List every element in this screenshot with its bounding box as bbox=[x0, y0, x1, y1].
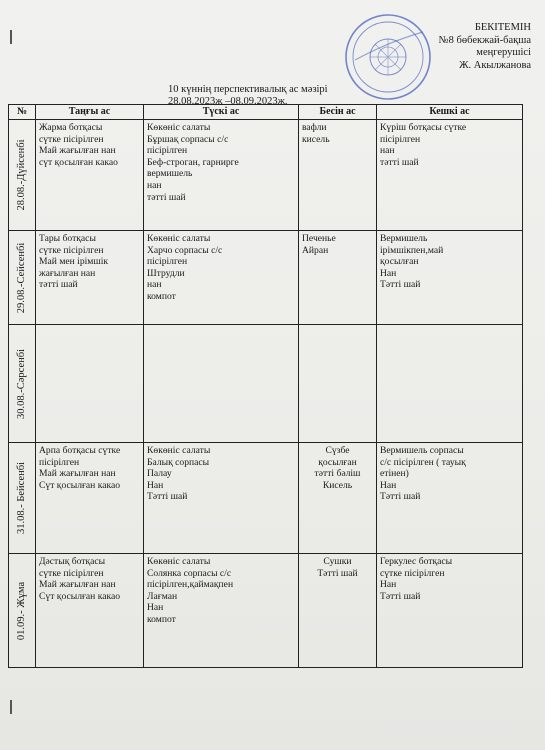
menu-item: тәтті шай bbox=[147, 191, 186, 203]
menu-item: компот bbox=[147, 613, 176, 625]
menu-item: пісірілген bbox=[39, 456, 80, 468]
table-row bbox=[9, 231, 523, 325]
menu-item: Айран bbox=[302, 244, 329, 256]
approval-line: меңгерушісі bbox=[476, 47, 531, 58]
menu-item: Жарма ботқасы bbox=[39, 122, 103, 133]
column-header: № bbox=[9, 105, 36, 120]
menu-item: Кисель bbox=[322, 479, 353, 491]
menu-item: Вермишель bbox=[380, 233, 428, 244]
menu-item: вермишель bbox=[147, 168, 193, 180]
menu-item: компот bbox=[147, 290, 176, 302]
snack-cell bbox=[299, 231, 377, 325]
day-label: 01.09.- Жұма bbox=[16, 581, 28, 640]
menu-item: тәтті шай bbox=[380, 156, 419, 168]
lunch-cell bbox=[144, 554, 299, 668]
snack-cell bbox=[299, 443, 377, 554]
menu-item: Май жағылған нан bbox=[39, 145, 116, 157]
menu-item: Май жағылған нан bbox=[39, 468, 116, 480]
title-dates: 28.08.2023ж –08.09.2023ж. bbox=[168, 96, 288, 107]
menu-table bbox=[8, 104, 523, 668]
approval-line: №8 бөбекжай-бақша bbox=[438, 34, 531, 46]
menu-item: вафли bbox=[302, 122, 327, 133]
approval-title: БЕКІТЕМІН bbox=[474, 22, 531, 33]
edge-mark bbox=[10, 30, 12, 44]
day-label: 30.08.-Сәрсенбі bbox=[16, 348, 28, 419]
dinner-cell bbox=[377, 120, 523, 231]
column-header: Түскі ас bbox=[144, 105, 299, 120]
menu-item: Дәстық ботқасы bbox=[39, 556, 106, 567]
day-cell bbox=[9, 231, 36, 325]
table-header-row bbox=[9, 105, 523, 120]
menu-item: Палау bbox=[147, 468, 172, 480]
breakfast-cell bbox=[36, 231, 144, 325]
menu-item: нан bbox=[147, 279, 162, 291]
menu-item: пісірілген,қаймақпен bbox=[147, 579, 234, 591]
dinner-cell bbox=[377, 231, 523, 325]
menu-item: Күріш ботқасы сүтке bbox=[380, 122, 467, 133]
menu-item: сүт қосылған какао bbox=[39, 156, 118, 168]
menu-item: сүтке пісірілген bbox=[380, 567, 445, 579]
menu-item: Сүт қосылған какао bbox=[39, 479, 121, 491]
dinner-cell bbox=[377, 554, 523, 668]
menu-item: қосылған bbox=[318, 456, 357, 468]
menu-item: жағылған нан bbox=[39, 267, 96, 279]
snack-cell bbox=[299, 120, 377, 231]
edge-mark bbox=[10, 700, 12, 714]
menu-item: Нан bbox=[380, 479, 397, 491]
menu-item: Печенье bbox=[302, 233, 336, 244]
menu-item: сүтке пісірілген bbox=[39, 567, 104, 579]
approval-signature: Ж. Акылжанова bbox=[459, 59, 531, 71]
dinner-cell bbox=[377, 443, 523, 554]
breakfast-cell bbox=[36, 554, 144, 668]
menu-item: кисель bbox=[302, 133, 330, 145]
lunch-cell bbox=[144, 120, 299, 231]
menu-item: Май мен ірімшік bbox=[39, 256, 109, 268]
breakfast-cell bbox=[36, 443, 144, 554]
menu-item: пісірілген bbox=[380, 133, 421, 145]
menu-item: Штрудли bbox=[147, 267, 185, 279]
lunch-cell bbox=[144, 231, 299, 325]
lunch-cell bbox=[144, 325, 299, 443]
menu-item: Тәтті шай bbox=[380, 590, 421, 602]
menu-item: Харчо сорпасы с/с bbox=[147, 244, 223, 256]
day-cell bbox=[9, 443, 36, 554]
menu-item: Тәтті шай bbox=[147, 491, 188, 503]
column-header: Таңғы ас bbox=[36, 105, 144, 120]
menu-item: сүтке пісірілген bbox=[39, 133, 104, 145]
menu-item: Май жағылған нан bbox=[39, 579, 116, 591]
menu-item: Сүт қосылған какао bbox=[39, 590, 121, 602]
menu-item: Вермишель сорпасы bbox=[380, 445, 464, 456]
menu-item: Көкөніс салаты bbox=[147, 122, 211, 133]
day-label: 31.08.- Бейсенбі bbox=[16, 461, 28, 535]
breakfast-cell bbox=[36, 120, 144, 231]
menu-item: қосылған bbox=[380, 256, 419, 268]
day-label: 29.08.-Сейсенбі bbox=[16, 242, 28, 313]
approval-block bbox=[439, 22, 531, 72]
menu-item: сүтке пісірілген bbox=[39, 244, 104, 256]
day-cell bbox=[9, 120, 36, 231]
menu-item: тәтті бәліш bbox=[314, 468, 361, 480]
snack-cell bbox=[299, 325, 377, 443]
menu-item: Көкөніс салаты bbox=[147, 445, 211, 456]
table-row bbox=[9, 325, 523, 443]
menu-item: Нан bbox=[380, 579, 397, 591]
menu-item: Бұршақ сорпасы с/с bbox=[147, 133, 229, 145]
menu-item: Нан bbox=[147, 602, 164, 614]
day-cell bbox=[9, 554, 36, 668]
day-label: 28.08.-Дүйсенбі bbox=[16, 139, 28, 211]
dinner-cell bbox=[377, 325, 523, 443]
breakfast-cell bbox=[36, 325, 144, 443]
menu-item: Көкөніс салаты bbox=[147, 556, 211, 567]
menu-item: етінен) bbox=[380, 468, 409, 480]
menu-item: Балық сорпасы bbox=[147, 456, 210, 468]
official-stamp bbox=[343, 12, 433, 102]
menu-item: Нан bbox=[380, 267, 397, 279]
table-row bbox=[9, 443, 523, 554]
menu-item: Сушки bbox=[323, 556, 352, 567]
table-row bbox=[9, 120, 523, 231]
menu-item: тәтті шай bbox=[39, 279, 78, 291]
menu-item: пісірілген bbox=[147, 145, 188, 157]
menu-item: нан bbox=[147, 179, 162, 191]
menu-item: Арпа ботқасы сүтке bbox=[39, 445, 121, 456]
menu-item: Лағман bbox=[147, 590, 178, 602]
menu-item: Нан bbox=[147, 479, 164, 491]
column-header: Бесін ас bbox=[299, 105, 377, 120]
day-cell bbox=[9, 325, 36, 443]
menu-item: пісірілген bbox=[147, 256, 188, 268]
menu-item: Тәтті шай bbox=[317, 567, 358, 579]
menu-item: Көкөніс салаты bbox=[147, 233, 211, 244]
snack-cell bbox=[299, 554, 377, 668]
column-header: Кешкі ас bbox=[377, 105, 523, 120]
table-row bbox=[9, 554, 523, 668]
menu-item: Тары ботқасы bbox=[39, 233, 96, 244]
menu-item: нан bbox=[380, 145, 395, 157]
menu-item: с/с пісірілген ( тауық bbox=[380, 456, 466, 468]
menu-item: Солянка сорпасы с/с bbox=[147, 567, 232, 579]
menu-item: Тәтті шай bbox=[380, 491, 421, 503]
menu-item: Тәтті шай bbox=[380, 279, 421, 291]
lunch-cell bbox=[144, 443, 299, 554]
menu-item: Сүзбе bbox=[325, 445, 350, 456]
menu-item: Беф-строган, гарнирге bbox=[147, 156, 239, 168]
menu-item: ірімшікпен,май bbox=[380, 244, 444, 256]
menu-item: Геркулес ботқасы bbox=[380, 556, 453, 567]
title-line: 10 күннің перспективалық ас мәзірі bbox=[168, 84, 328, 95]
